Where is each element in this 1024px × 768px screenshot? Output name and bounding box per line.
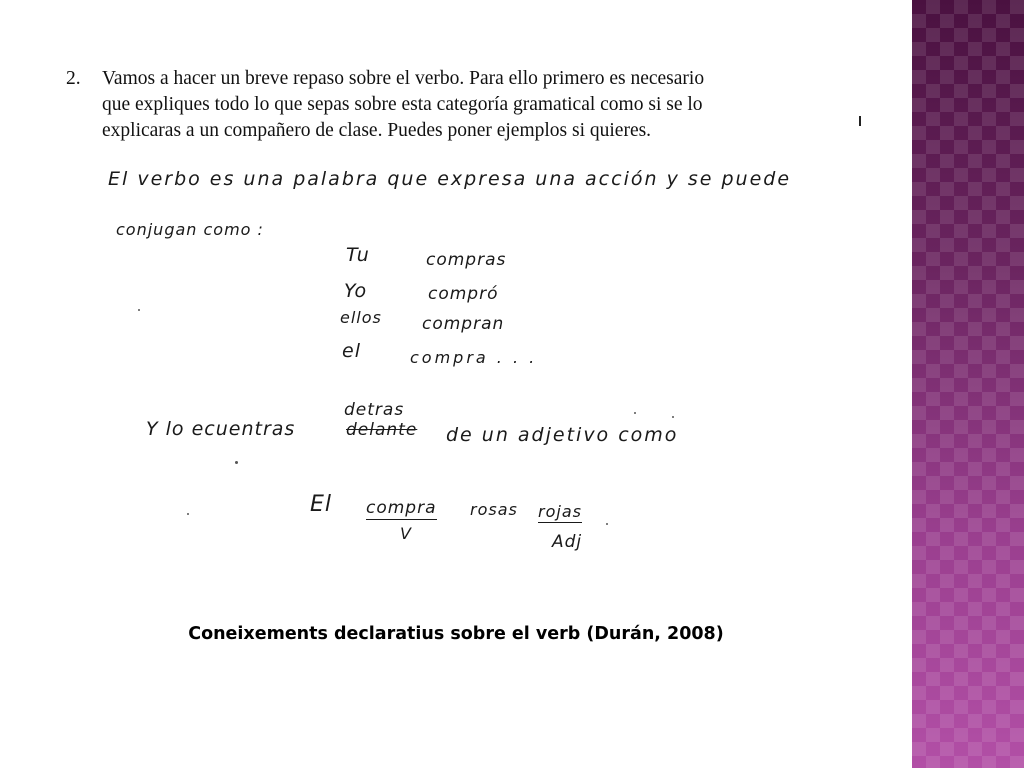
question-number: 2. — [66, 68, 81, 89]
question-line: explicaras a un compañero de clase. Puedes poner ejemplos si quieres. — [102, 120, 652, 141]
handwritten-verb-form: compra . . . — [410, 348, 538, 367]
scan-speck — [187, 513, 189, 515]
scan-speck — [606, 523, 608, 525]
handwritten-example-verb: compra — [366, 498, 437, 518]
handwritten-position-start: Y lo ecuentras — [146, 418, 296, 440]
handwritten-struck-word: delante — [346, 420, 418, 440]
margin-mark — [859, 116, 861, 126]
handwritten-adjective-tag: Adj — [552, 532, 583, 552]
scan-speck — [672, 416, 674, 418]
handwritten-correction: detras — [344, 400, 405, 420]
handwritten-position-end: de un adjetivo como — [446, 424, 679, 446]
handwritten-example-subject: El — [310, 492, 333, 517]
handwritten-example-adjective: rojas — [538, 502, 582, 521]
handwritten-pronoun: Tu — [346, 244, 370, 266]
question-text — [102, 66, 842, 144]
handwritten-verb-form: compró — [428, 284, 499, 304]
scan-speck — [235, 461, 238, 464]
handwritten-pronoun: Yo — [344, 280, 368, 302]
slide-caption: Coneixements declaratius sobre el verb (Durán, 2008) — [188, 624, 724, 644]
handwritten-example-object: rosas — [470, 500, 518, 519]
scan-speck — [634, 412, 636, 414]
question-line: que expliques todo lo que sepas sobre esta categoría gramatical como si se lo — [102, 94, 703, 115]
handwritten-verb-form: compran — [422, 314, 505, 334]
scan-speck — [138, 309, 140, 311]
decorative-side-panel — [912, 0, 1024, 768]
handwritten-pronoun: ellos — [340, 308, 382, 327]
handwritten-definition: El verbo es una palabra que expresa una acción y se puede — [108, 168, 792, 190]
handwritten-verb-tag: V — [400, 524, 412, 543]
handwritten-pronoun: el — [342, 340, 361, 362]
question-line: Vamos a hacer un breve repaso sobre el verbo. Para ello primero es necesario — [102, 68, 705, 89]
handwritten-conjugate-intro: conjugan como : — [116, 220, 264, 239]
handwritten-verb-form: compras — [426, 250, 507, 270]
